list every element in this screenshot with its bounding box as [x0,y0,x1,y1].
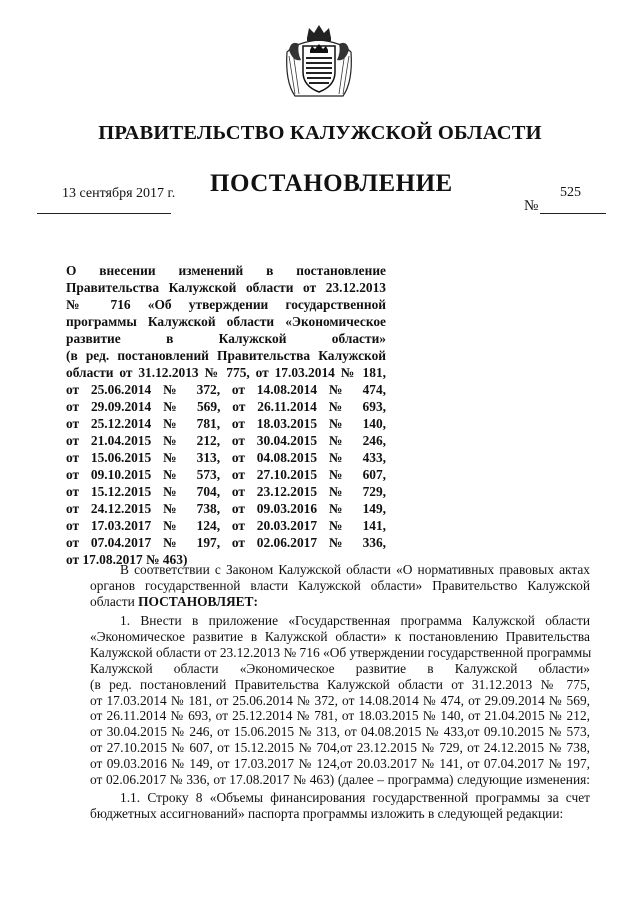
date-underline [37,213,171,214]
number-sign: № [524,198,539,214]
document-subject [66,262,386,568]
subject-line: от 25.06.2014 № 372, от 14.08.2014 № 474, [66,382,386,397]
subject-line: от 17.08.2017 № 463) [66,552,188,567]
subject-line: № 716 «Об утверждении государственной [66,297,386,312]
item-1-line: от 27.10.2015 № 607, от 15.12.2015 № 704,от 23.12.2015 № 729, от 24.12.2015 № 738, [90,740,590,756]
item-1-line: (в ред. постановлений Правительства Калужской области от 31.12.2013 № 775, [90,676,590,692]
organization-name: ПРАВИТЕЛЬСТВО КАЛУЖСКОЙ ОБЛАСТИ [98,122,542,144]
subject-line: от 17.03.2017 № 124, от 20.03.2017 № 141, [66,518,386,533]
item-1-line: от 30.04.2015 № 246, от 15.06.2015 № 313, от 04.08.2015 № 433,от 09.10.2015 № 573, [90,724,590,740]
preamble-line: В соответствии с Законом Калужской области «О нормативных правовых актах [120,562,590,577]
item-1-1-paragraph [90,790,590,822]
item-1-line: 1. Внести в приложение «Государственная программа Калужской области [120,613,590,628]
subject-line: (в ред. постановлений Правительства Калужской [66,348,386,363]
preamble-paragraph [90,562,590,610]
subject-line: от 07.04.2017 № 197, от 02.06.2017 № 336, [66,535,386,550]
item-1-1-line: 1.1. Строку 8 «Объемы финансирования государственной программы за счет [120,790,590,805]
subject-line: развитие в Калужской области» [66,331,386,346]
number-underline [540,213,606,214]
document-date: 13 сентября 2017 г. [62,186,176,201]
subject-line: области от 31.12.2013 № 775, от 17.03.2014 № 181, [66,365,386,380]
item-1-line: от 02.06.2017 № 336, от 17.08.2017 № 463) (далее – программа) следующие изменения: [90,772,590,788]
item-1-paragraph [90,613,590,788]
resolves-keyword: ПОСТАНОВЛЯЕТ: [138,593,258,609]
item-1-line: от 17.03.2014 № 181, от 25.06.2014 № 372, от 14.08.2014 № 474, от 29.09.2014 № 569, [90,692,590,708]
item-1-line: Калужской области «Экономическое развитие в Калужской области» [90,660,590,676]
document-type-title: ПОСТАНОВЛЕНИЕ [210,170,453,197]
document-number: 525 [560,185,581,200]
subject-line: Правительства Калужской области от 23.12.2013 [66,280,386,295]
subject-line: О внесении изменений в постановление [66,263,386,278]
item-1-1-line: бюджетных ассигнований» паспорта программы изложить в следующей редакции: [90,805,564,821]
item-1-line: от 26.11.2014 № 693, от 25.12.2014 № 781, от 18.03.2015 № 140, от 21.04.2015 № 212, [90,708,590,724]
preamble-line: органов государственной власти Калужской области» Правительство Калужской [90,577,590,593]
subject-line: от 25.12.2014 № 781, от 18.03.2015 № 140, [66,416,386,431]
item-1-line: от 09.03.2016 № 149, от 17.03.2017 № 124,от 20.03.2017 № 141, от 07.04.2017 № 197, [90,756,590,772]
subject-line: от 29.09.2014 № 569, от 26.11.2014 № 693, [66,399,386,414]
subject-line: программы Калужской области «Экономическое [66,314,386,329]
subject-line: от 24.12.2015 № 738, от 09.03.2016 № 149, [66,501,386,516]
subject-line: от 09.10.2015 № 573, от 27.10.2015 № 607, [66,467,386,482]
subject-line: от 15.12.2015 № 704, от 23.12.2015 № 729, [66,484,386,499]
item-1-line: Калужской области от 23.12.2013 № 716 «Об утверждении государственной программы [90,644,592,660]
subject-line: от 15.06.2015 № 313, от 04.08.2015 № 433, [66,450,386,465]
item-1-line: «Экономическое развитие в Калужской области» к постановлению Правительства [90,628,590,644]
subject-line: от 21.04.2015 № 212, от 30.04.2015 № 246, [66,433,386,448]
coat-of-arms-emblem [281,22,357,100]
preamble-line: области [90,593,135,609]
